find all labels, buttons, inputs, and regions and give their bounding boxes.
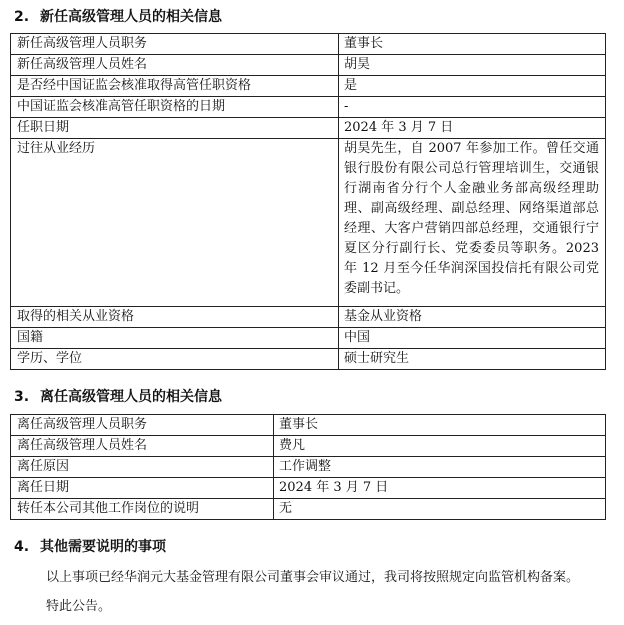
table-row (11, 349, 606, 370)
education-label: 学历、学位 (11, 349, 339, 370)
new-position-label: 新任高级管理人员职务 (11, 34, 339, 55)
reason-label: 离任原因 (11, 457, 274, 478)
section-4-title: 其他需要说明的事项 (40, 539, 166, 555)
qualification-value: 基金从业资格 (339, 307, 606, 328)
table-row (11, 415, 606, 436)
departing-name-label: 离任高级管理人员姓名 (11, 436, 274, 457)
new-name-value: 胡昊 (339, 55, 606, 76)
section-2-number: 2. (14, 9, 30, 25)
end-date-label: 离任日期 (11, 478, 274, 499)
closing-paragraph: 特此公告。 (46, 599, 112, 614)
section-3-heading (14, 388, 222, 406)
other-positions-label: 转任本公司其他工作岗位的说明 (11, 499, 274, 520)
experience-label: 过往从业经历 (11, 139, 339, 307)
table-row (11, 55, 606, 76)
other-positions-value: 无 (274, 499, 606, 520)
section-2-title: 新任高级管理人员的相关信息 (40, 9, 222, 25)
section-4-heading (14, 538, 166, 556)
section-3-title: 离任高级管理人员的相关信息 (40, 389, 222, 405)
table-row (11, 118, 606, 139)
new-name-label: 新任高级管理人员姓名 (11, 55, 339, 76)
education-value: 硕士研究生 (339, 349, 606, 370)
table-row (11, 457, 606, 478)
section-2-heading (14, 8, 222, 26)
start-date-label: 任职日期 (11, 118, 339, 139)
new-officer-table (10, 33, 606, 370)
table-row (11, 97, 606, 118)
table-row (11, 139, 606, 307)
departing-officer-table (10, 414, 606, 520)
experience-value: 胡昊先生，自 2007 年参加工作。曾任交通银行股份有限公司总行管理培训生，交通银行湖南省分行个人金融业务部高级经理助理、副高级经理、副总经理、网络渠道部总经理、大客户营销四部总经理，交通银行宁夏区分行副行长、党委委员等职务。2023 年 12 月至今任华润深国投信托有限公司党委副书记。 (339, 139, 606, 307)
section-4-number: 4. (14, 539, 30, 555)
table-row (11, 478, 606, 499)
csrc-date-label: 中国证监会核准高管任职资格的日期 (11, 97, 339, 118)
end-date-value: 2024 年 3 月 7 日 (274, 478, 606, 499)
departing-name-value: 费凡 (274, 436, 606, 457)
departing-position-value: 董事长 (274, 415, 606, 436)
table-row (11, 436, 606, 457)
reason-value: 工作调整 (274, 457, 606, 478)
table-row (11, 328, 606, 349)
approval-paragraph: 以上事项已经华润元大基金管理有限公司董事会审议通过，我司将按照规定向监管机构备案。 (46, 570, 580, 585)
table-row (11, 34, 606, 55)
departing-position-label: 离任高级管理人员职务 (11, 415, 274, 436)
table-row (11, 76, 606, 97)
section-3-number: 3. (14, 389, 30, 405)
nationality-value: 中国 (339, 328, 606, 349)
qualification-label: 取得的相关从业资格 (11, 307, 339, 328)
new-position-value: 董事长 (339, 34, 606, 55)
table-row (11, 307, 606, 328)
csrc-obtained-value: 是 (339, 76, 606, 97)
csrc-obtained-label: 是否经中国证监会核准取得高管任职资格 (11, 76, 339, 97)
nationality-label: 国籍 (11, 328, 339, 349)
csrc-date-value: - (339, 97, 606, 118)
start-date-value: 2024 年 3 月 7 日 (339, 118, 606, 139)
table-row (11, 499, 606, 520)
